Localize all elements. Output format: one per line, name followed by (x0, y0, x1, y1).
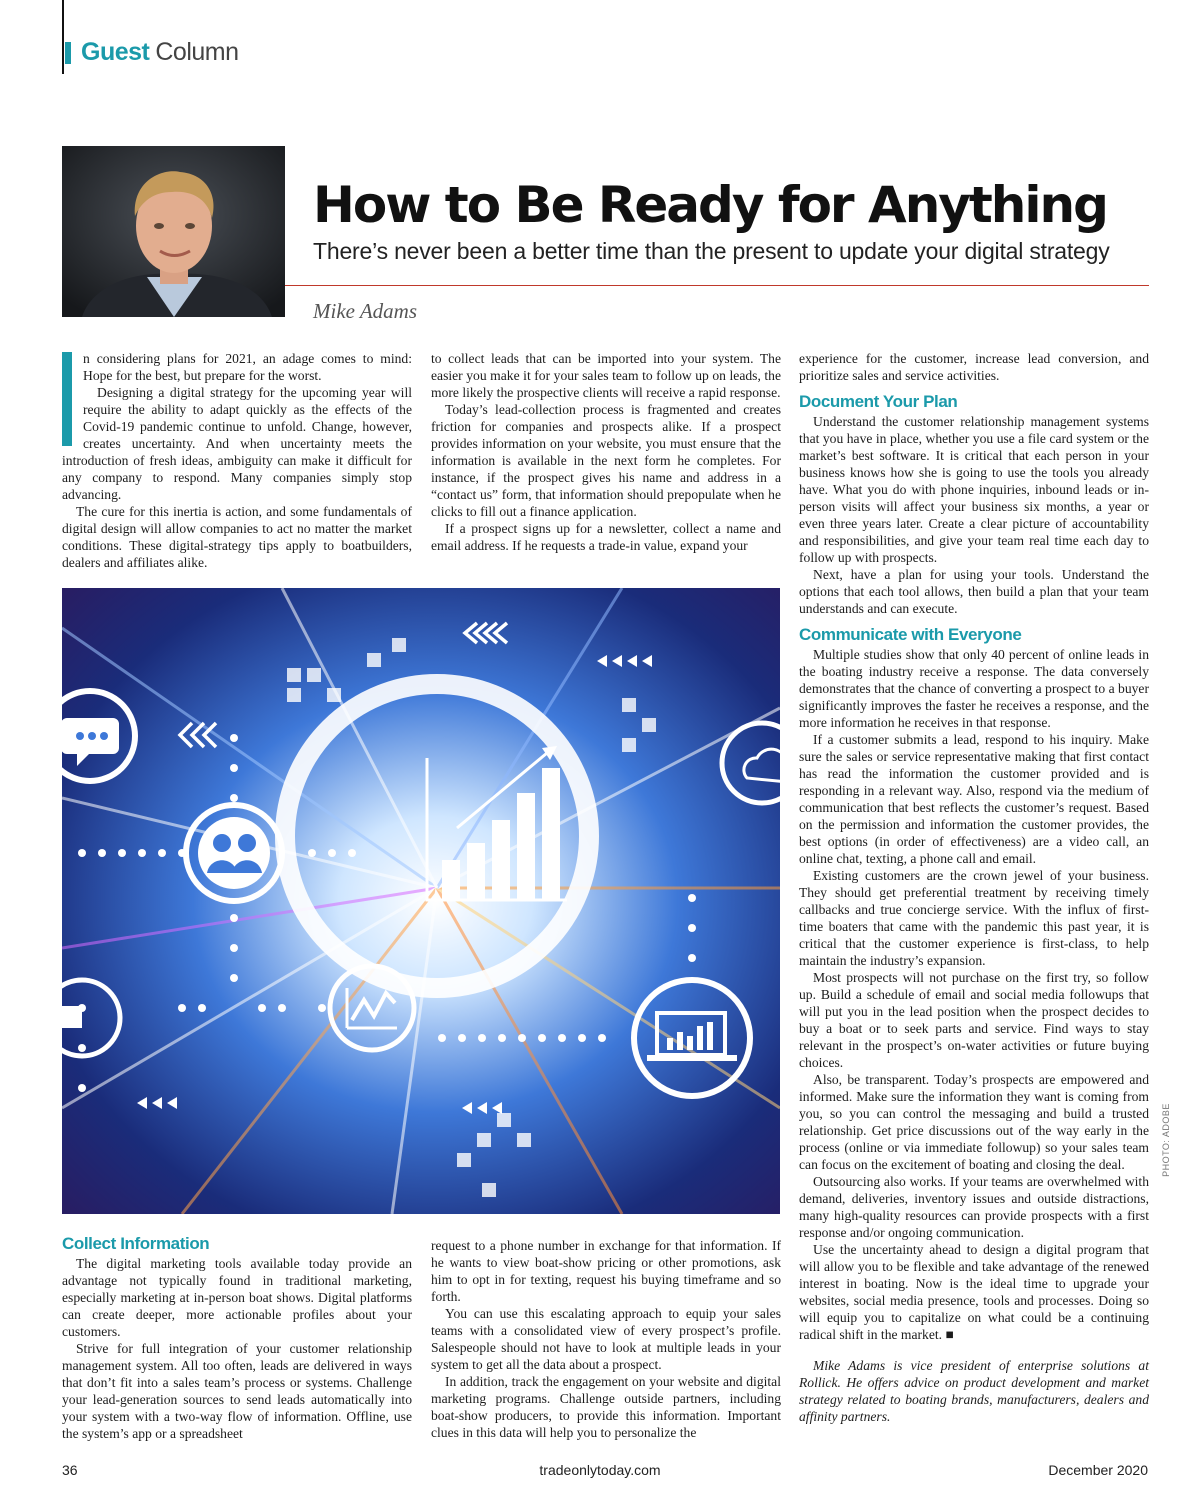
paragraph: The cure for this inertia is action, and some fundamentals of digital design will allow companies to act no matter the market conditions. These digital-strategy tips apply to boatbuilders, dealers and affiliates alike. (62, 504, 412, 570)
paragraph: Also, be transparent. Today’s prospects are empowered and informed. Make sure the information they want is coming from you, so you can control the messaging and build a trusted relationship. Get price discussions out of the way early in the process (online or via immediate followup) so your sales team can focus on the excitement of boating and closing the deal. (799, 1072, 1149, 1172)
paragraph: request to a phone number in exchange for that information. If he wants to view boat-show pricing or other promotions, ask him to opt in for texting, request his buying timeframe and so forth. (431, 1238, 781, 1304)
photo-credit (1160, 1100, 1172, 1180)
paragraph: to collect leads that can be imported into your system. The easier you make it for your sales team to follow up on leads, the more likely the prospective clients will receive a rapid response. (431, 351, 781, 400)
paragraph: Most prospects will not purchase on the first try, so follow up. Build a schedule of email and social media followups that will put you in the lead position when the prospect decides to buy a boat or to seek parts and service. Find ways to stay relevant in the prospect’s on-water activities or future buying choices. (799, 970, 1149, 1070)
page-number: 36 (62, 1462, 78, 1478)
paragraph: Understand the customer relationship management systems that you have in place, whether you use a file card system or the market’s best software. It is critical that each person in your business knows how she is going to use the tools you already have. What you do with phone inquiries, inbound leads or in-person visits will affect your business six months, a year or even three years later. Create a clear picture of accountability and responsibilities, and give your team real time each day to follow up with prospects. (799, 414, 1149, 565)
column-4 (62, 1234, 412, 1442)
photo-credit-text: PHOTO: ADOBE (1161, 1103, 1171, 1177)
paragraph: n considering plans for 2021, an adage comes to mind: Hope for the best, but prepare for the worst. (83, 351, 412, 383)
byline: Mike Adams (313, 299, 418, 323)
article-subtitle: There’s never been a better time than the present to update your digital strategy (313, 238, 1110, 264)
author-portrait (62, 146, 285, 317)
paragraph: Multiple studies show that only 40 percent of online leads in the boating industry receive a response. The data conversely demonstrates that the chance of converting a prospect to a buyer significantly improves the faster he receives a response, and the more information he receives in that response. (799, 647, 1149, 730)
paragraph: In addition, track the engagement on your website and digital marketing programs. Challenge outside partners, including boat-show producers, to provide this information. Important clues in this data will help you to personalize the (431, 1374, 781, 1440)
section-label (65, 38, 239, 67)
column-3 (799, 350, 1149, 1425)
article-title: How to Be Ready for Anything (313, 176, 1107, 234)
drop-cap (62, 352, 72, 446)
subheading-collect-information: Collect Information (62, 1234, 210, 1253)
column-2 (431, 350, 781, 554)
subheading-communicate: Communicate with Everyone (799, 625, 1022, 644)
paragraph: Strive for full integration of your customer relationship management system. All too often, leads are delivered in ways that don’t fit into a sales team’s process or systems. Challenge your lead-generation sources to send leads automatically into your system with a two-way flow of information. Offline, use the system’s app or a spreadsheet (62, 1341, 412, 1441)
paragraph: If a prospect signs up for a newsletter, collect a name and email address. If he requests a trade-in value, expand your (431, 521, 781, 553)
paragraph: Use the uncertainty ahead to design a digital program that will allow you to be flexible and take advantage of the renewed interest in boating. Now is the ideal time to upgrade your websites, social media presence, tools and processes. Doing so will equip you to capitalize on what could be a continuing radical shift in the market. ■ (799, 1242, 1149, 1342)
section-marker (65, 42, 71, 64)
paragraph: Today’s lead-collection process is fragmented and creates friction for companies and prospects alike. If a prospect provides information on your website, you must ensure that the information is available in the next form he completes. For instance, if the prospect gives his name and address in a “contact us” form, that information should prepopulate when he clicks to fill out a finance application. (431, 402, 781, 519)
paragraph: Existing customers are the crown jewel of your business. They should get preferential treatment by receiving timely callbacks and true concierge service. With the influx of first-time boaters that came with the pandemic this past year, it is critical that the customer experience is first-class, to help maintain the industry’s expansion. (799, 868, 1149, 968)
column-1 (62, 350, 412, 571)
paragraph: Next, have a plan for using your tools. Understand the options that each tool allows, then build a plan that your team understands and can execute. (799, 567, 1149, 616)
paragraph: You can use this escalating approach to equip your sales teams with a consolidated view of every prospect’s profile. Salespeople should not have to look at multiple leads in your system to get all the data about a prospect. (431, 1306, 781, 1372)
digital-strategy-illustration (62, 588, 780, 1214)
column-5 (431, 1237, 781, 1441)
users-icon (186, 805, 282, 901)
subheading-document-your-plan: Document Your Plan (799, 392, 958, 411)
paragraph: Designing a digital strategy for the upcoming year will require the ability to adapt quickly as the effects of the Covid-19 pandemic continue to unfold. Change, however, creates uncertainty. And when uncertainty meets the introduction of fresh ideas, ambiguity can make it difficult for any company to respond. Many companies simply stop advancing. (62, 385, 412, 502)
section-label-strong: Guest (81, 38, 150, 66)
title-rule (285, 285, 1149, 286)
footer-site[interactable]: tradeonlytoday.com (539, 1462, 661, 1478)
header-vertical-rule (62, 0, 64, 74)
footer-date: December 2020 (1048, 1462, 1148, 1478)
paragraph: If a customer submits a lead, respond to his inquiry. Make sure the sales or service representative making that first contact has read the information the customer provided and is responding in a relevant way. Also, respond via the medium of communication that best reflects the customer’s request. Based on the permission and information the customer provides, the best options (in order of effectiveness) are a video call, an online chat, texting, a phone call and email. (799, 732, 1149, 866)
paragraph: experience for the customer, increase lead conversion, and prioritize sales and service activities. (799, 351, 1149, 383)
paragraph: The digital marketing tools available today provide an advantage not typically found in traditional marketing, especially marketing at in-person boat shows. Digital platforms can create deeper, more actionable profiles about your customers. (62, 1256, 412, 1339)
paragraph: Outsourcing also works. If your teams are overwhelmed with demand, deliveries, inventory issues and outside distractions, many high-quality resources can provide prospects with a first response and/or ongoing communication. (799, 1174, 1149, 1240)
section-label-light: Column (155, 38, 239, 66)
author-bio: Mike Adams is vice president of enterprise solutions at Rollick. He offers advice on product development and market strategy related to boating brands, manufacturers, dealers and affinity partners. (799, 1358, 1149, 1424)
